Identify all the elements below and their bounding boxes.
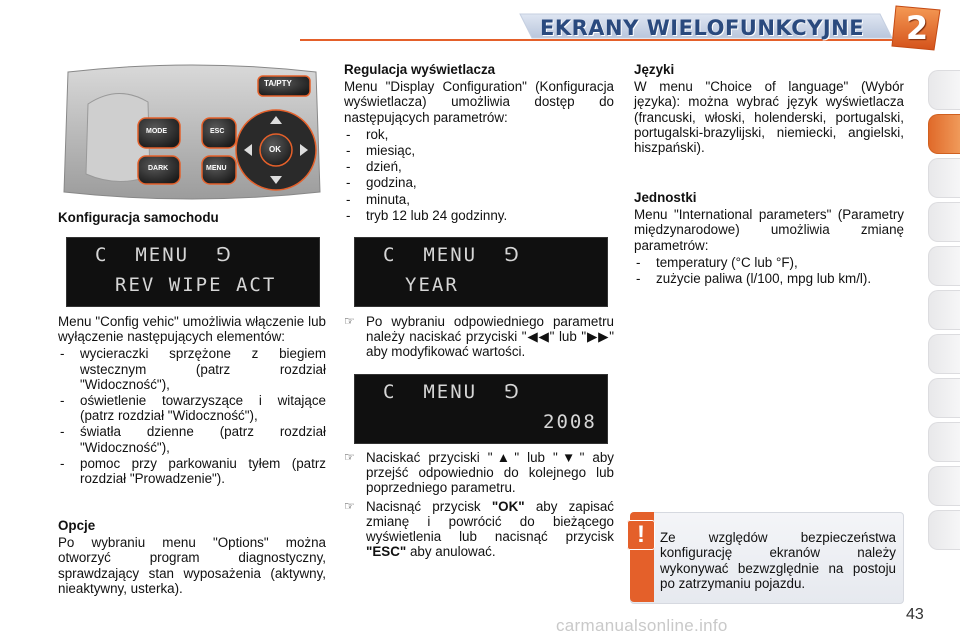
chapter-tab[interactable] bbox=[928, 334, 960, 374]
bullet-text: Naciskać przyciski "▲" lub "▼" aby przejść odpowiednio do kolejnego lub poprzedniego parametru. bbox=[366, 450, 614, 496]
bullet-text-pre: Nacisnąć przycisk bbox=[366, 498, 492, 514]
chapter-tab[interactable] bbox=[928, 202, 960, 242]
col1-opcje bbox=[58, 518, 326, 598]
ok-key-label: "OK" bbox=[491, 498, 525, 514]
list-item: - miesiąc, bbox=[344, 143, 614, 158]
page-title: EKRANY WIELOFUNKCYJNE bbox=[540, 16, 865, 40]
languages-text: W menu "Choice of language" (Wybór języka): można wybrać język wyświetlacza (francuski, włoski, holenderski, portugalski, portugalski-brazylijski, niemiecki, angielski, hiszpański). bbox=[634, 79, 904, 156]
display-settings-intro: Menu "Display Configuration" (Konfiguracja wyświetlacza) umożliwia dostęp do następujących parametrów: bbox=[344, 79, 614, 125]
hand-pointer-icon: ☞ bbox=[344, 314, 355, 328]
list-item bbox=[344, 314, 614, 360]
mode-label: MODE bbox=[146, 128, 167, 135]
col2-bullets bbox=[344, 450, 614, 562]
list-item: - dzień, bbox=[344, 159, 614, 174]
col3-jednostki bbox=[634, 190, 904, 287]
warning-icon: ! bbox=[627, 520, 655, 550]
col1-text bbox=[58, 314, 326, 487]
chapter-tab[interactable] bbox=[928, 510, 960, 550]
list-item bbox=[344, 499, 614, 560]
list-item: - rok, bbox=[344, 127, 614, 142]
opcje-heading: Opcje bbox=[58, 518, 96, 533]
display-line2: REV WIPE ACT bbox=[115, 274, 277, 296]
ok-label: OK bbox=[269, 145, 281, 154]
list-item: - pomoc przy parkowaniu tyłem (patrz rozdział "Prowadzenie"). bbox=[58, 456, 326, 486]
chapter-tab[interactable] bbox=[928, 466, 960, 506]
config-caption: Konfiguracja samochodu bbox=[58, 210, 219, 225]
list-item: - temperatury (°C lub °F), bbox=[634, 255, 904, 270]
display-line1: C MENU ⅁ bbox=[383, 381, 521, 403]
units-list bbox=[634, 255, 904, 286]
dark-label: DARK bbox=[148, 165, 169, 172]
chapter-tab[interactable] bbox=[928, 378, 960, 418]
list-item: - zużycie paliwa (l/100, mpg lub km/l). bbox=[634, 271, 904, 286]
chapter-tabs bbox=[928, 70, 960, 554]
display-settings-heading: Regulacja wyświetlacza bbox=[344, 62, 496, 77]
display-params-list bbox=[344, 127, 614, 223]
display-year bbox=[354, 237, 608, 307]
esc-key-label: "ESC" bbox=[366, 544, 407, 560]
config-list bbox=[58, 346, 326, 486]
bullet-text-post: aby anulować. bbox=[406, 544, 496, 560]
list-item: - oświetlenie towarzyszące i witające (patrz rozdział "Widoczność"), bbox=[58, 393, 326, 423]
col-config-caption bbox=[58, 210, 326, 227]
opcje-text: Po wybraniu menu "Options" można otworzyć program diagnostyczny, sprawdzający stan wyposażenia (aktywny, nieaktywny, usterka). bbox=[58, 535, 326, 596]
units-heading: Jednostki bbox=[634, 190, 697, 205]
warning-text: Ze względów bezpieczeństwa konfigurację ekranów należy wykonywać bezwzględnie na postoju po zatrzymaniu pojazdu. bbox=[660, 530, 896, 592]
list-item: - godzina, bbox=[344, 175, 614, 190]
chapter-tab[interactable] bbox=[928, 70, 960, 110]
hand-pointer-icon: ☞ bbox=[344, 498, 355, 513]
watermark: carmanualsonline.info bbox=[556, 616, 728, 635]
bullet-text-mid: aby zapisać zmianę i powrócić do bieżącego wyświetlenia lub nacisnąć przycisk bbox=[366, 498, 615, 545]
hand-pointer-icon: ☞ bbox=[344, 450, 355, 464]
display-2008 bbox=[354, 374, 608, 444]
col2-text bbox=[344, 62, 614, 224]
esc-label: ESC bbox=[210, 128, 225, 135]
list-item: - wycieraczki sprzężone z biegiem wstecznym (patrz rozdział "Widoczność"), bbox=[58, 346, 326, 392]
chapter-tab[interactable] bbox=[928, 158, 960, 198]
menu-label: MENU bbox=[206, 165, 227, 172]
chapter-tab[interactable] bbox=[928, 246, 960, 286]
list-item: - światła dzienne (patrz rozdział "Widoczność"), bbox=[58, 424, 326, 454]
col3-jezyki bbox=[634, 62, 904, 157]
list-item: - minuta, bbox=[344, 192, 614, 207]
bullet-text: Po wybraniu odpowiedniego parametru należy naciskać przyciski "◀◀" lub "▶▶" aby modyfikować wartości. bbox=[366, 314, 614, 360]
chapter-tab[interactable] bbox=[928, 290, 960, 330]
list-item bbox=[344, 450, 614, 496]
page-number: 43 bbox=[906, 606, 924, 623]
display-line2: YEAR bbox=[405, 274, 459, 296]
col2-bullet1 bbox=[344, 314, 614, 363]
ta-pty-label: TA/PTY bbox=[264, 79, 292, 88]
display-line1: C MENU ⅁ bbox=[95, 244, 233, 266]
control-panel-image bbox=[58, 64, 326, 202]
chapter-number: 2 bbox=[905, 9, 929, 47]
display-line2: 2008 bbox=[543, 411, 597, 433]
languages-heading: Języki bbox=[634, 62, 675, 77]
display-rev-wipe bbox=[66, 237, 320, 307]
display-line1: C MENU ⅁ bbox=[383, 244, 521, 266]
chapter-tab-active[interactable] bbox=[928, 114, 960, 154]
units-text: Menu "International parameters" (Parametry międzynarodowe) umożliwia zmianę parametrów: bbox=[634, 207, 904, 253]
list-item: - tryb 12 lub 24 godzinny. bbox=[344, 208, 614, 223]
chapter-tab[interactable] bbox=[928, 422, 960, 462]
config-intro: Menu "Config vehic" umożliwia włączenie lub wyłączenie następujących elementów: bbox=[58, 314, 326, 345]
